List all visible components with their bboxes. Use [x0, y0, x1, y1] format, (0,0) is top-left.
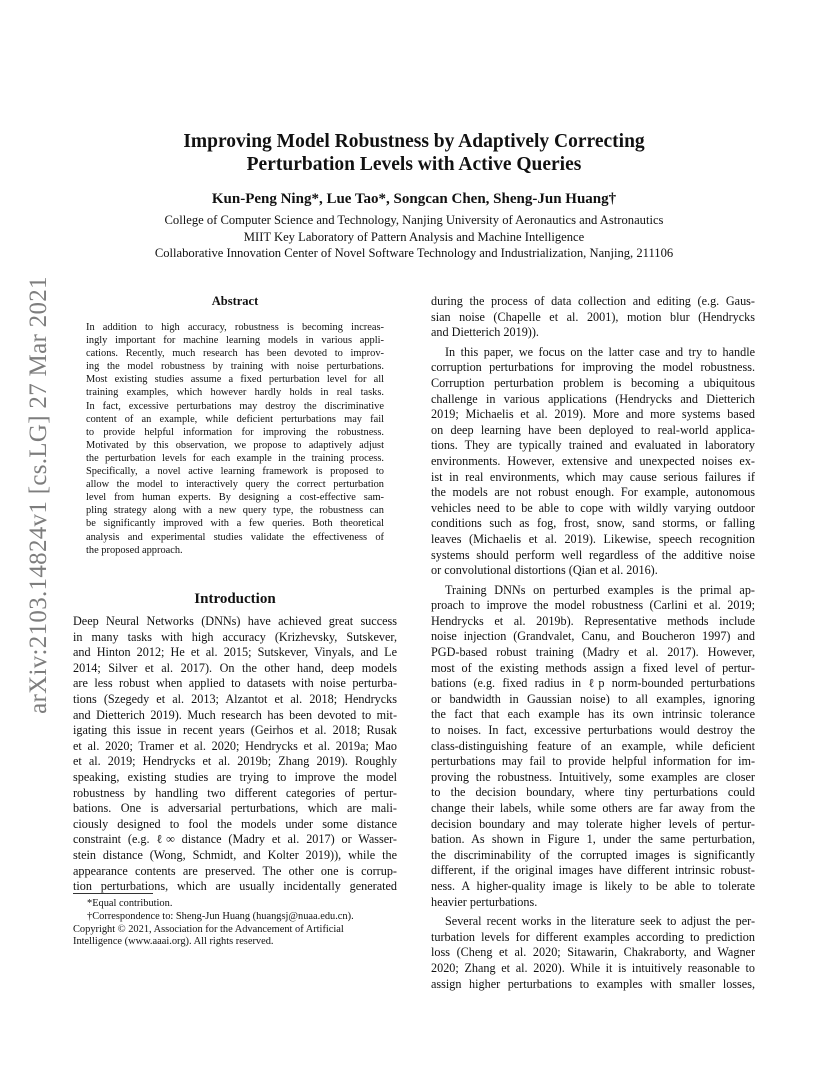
intro-line: stein distance (Wong, Schmidt, and Kolter 2019)), while the	[73, 847, 397, 862]
body-line: PGD-based robust training (Madry et al. 2017). However,	[431, 645, 755, 660]
body-line: to the decision boundary, where tiny perturbations could	[431, 785, 755, 800]
paragraph	[431, 914, 755, 992]
abstract-line: Motivated by this observation, we propose to adaptively adjust	[86, 439, 384, 451]
affiliations	[60, 212, 768, 262]
intro-line: Deep Neural Networks (DNNs) have achieved great success	[73, 614, 397, 628]
intro-line: igating this issue in recent years (Geirhos et al. 2018; Rusak	[73, 723, 397, 738]
copyright-line: Intelligence (www.aaai.org). All rights reserved.	[73, 936, 274, 948]
intro-line: bations. One is adversarial perturbations, which are mali-	[73, 801, 397, 816]
body-line: assign higher perturbations to examples with smaller losses,	[431, 976, 755, 991]
paragraph	[431, 345, 755, 579]
body-line: ist in real environments, which may cause serious failures if	[431, 469, 755, 484]
body-line: most of the existing methods assign a fixed level of pertur-	[431, 660, 755, 675]
body-line: 2020; Zhang et al. 2020). While it is intuitively reasonable to	[431, 960, 755, 975]
body-line: challenge in various applications (Hendrycks and Dietterich	[431, 391, 755, 406]
body-line: the fact that each example has its own intrinsic tolerance	[431, 707, 755, 722]
abstract-line: the proposed approach.	[86, 544, 183, 556]
body-line: vehicles need to be able to cope with wildly varying outdoor	[431, 500, 755, 515]
body-line: proach to improve the model robustness (Carlini et al. 2019;	[431, 598, 755, 613]
intro-line: and Dietterich 2019). Much research has been devoted to mit-	[73, 707, 397, 722]
abstract-line: to provide helpful information for improving the robustness.	[86, 426, 384, 438]
footnote-correspondence: †Correspondence to: Sheng-Jun Huang (huangsj@nuaa.edu.cn).	[87, 910, 354, 922]
body-line: decision boundary and may tolerate higher levels of pertur-	[431, 816, 755, 831]
title-line-1: Improving Model Robustness by Adaptively Correcting	[183, 131, 645, 152]
intro-line: ciously designed to fool the models under some distance	[73, 816, 397, 831]
abstract-line: Specifically, a novel active learning framework is proposed to	[86, 466, 384, 478]
body-line: conditions such as fog, frost, snow, sand storms, or falling	[431, 516, 755, 531]
abstract-line: Most existing studies assume a fixed perturbation level for all	[86, 374, 384, 386]
abstract-line: the perturbation levels for each example in the training process.	[86, 452, 384, 464]
body-line: bations (e.g. fixed radius in ℓp norm-bounded perturbations	[431, 676, 755, 691]
body-line: class-distinguishing feature of an example, while deficient	[431, 738, 755, 753]
body-line: different, if the original images have different intrinsic robust-	[431, 863, 755, 878]
abstract-line: be significantly improved with a few queries. Both theoretical	[86, 518, 384, 530]
abstract-line: ing the model robustness by training with noise perturbations.	[86, 361, 384, 373]
body-line: on deep learning have been deployed to real-world applica-	[431, 422, 755, 437]
body-line: Several recent works in the literature seek to adjust the per-	[445, 914, 755, 929]
right-column	[431, 294, 755, 992]
affiliation-line: College of Computer Science and Technology, Nanjing University of Aeronautics and Astronautics	[164, 213, 664, 227]
body-line: or bandwidth in Gaussian noise) to all examples, ignoring	[431, 691, 755, 706]
body-line: proving the robustness. Intuitively, some examples are closer	[431, 769, 755, 784]
body-line: ness. A higher-quality image is likely to be able to tolerate	[431, 878, 755, 893]
footnote-equal: *Equal contribution.	[87, 898, 173, 909]
copyright-line: Copyright © 2021, Association for the Advancement of Artificial	[73, 923, 344, 935]
body-line: the models are not robust enough. For example, autonomous	[431, 485, 755, 500]
paragraph	[431, 583, 755, 910]
intro-line: et al. 2020; Tramer et al. 2020; Hendrycks et al. 2019a; Mao	[73, 738, 397, 753]
body-line: or convolutional distortions (Qian et al. 2016).	[431, 563, 658, 578]
intro-line: tions (Szegedy et al. 2013; Alzantot et al. 2018; Hendrycks	[73, 691, 397, 706]
body-line: tions. They are typically trained and evaluated in laboratory	[431, 438, 755, 453]
body-line: to noises. In fact, excessive perturbations would destroy the	[431, 723, 755, 738]
body-line: environments. However, extensive and unexpected noises ex-	[431, 453, 755, 468]
intro-line: in many tasks with high accuracy (Krizhevsky, Sutskever,	[73, 629, 397, 644]
body-line: sian noise (Chapelle et al. 2001), motion blur (Hendrycks	[431, 309, 755, 324]
introduction-heading: Introduction	[194, 591, 276, 607]
abstract-line: cations. Recently, much research has been devoted to improv-	[86, 348, 384, 360]
abstract-line: In fact, excessive perturbations may destroy the discriminative	[86, 400, 384, 412]
abstract-line: content of an example, while deficient perturbations may fail	[86, 413, 384, 425]
abstract-line: level from human experts. By designing a cost-effective sam-	[86, 492, 384, 504]
abstract-line: ingly important for machine learning models in various appli-	[86, 335, 384, 347]
body-line: loss (Cheng et al. 2020; Sitawarin, Chakraborty, and Wagner	[431, 945, 755, 960]
footnote-rule	[73, 893, 153, 894]
body-line: In this paper, we focus on the latter case and try to handle	[445, 344, 755, 359]
body-line: turbation levels for different examples according to prediction	[431, 929, 755, 944]
intro-line: robustness by handling two different categories of pertur-	[73, 785, 397, 800]
title-line-2: Perturbation Levels with Active Queries	[246, 154, 582, 175]
intro-line: 2014; Silver et al. 2017). On the other hand, deep models	[73, 660, 397, 675]
intro-line: tion perturbations, which are usually incidentally generated	[73, 879, 397, 894]
body-line: perturbations may fail to provide helpful information for im-	[431, 754, 755, 769]
body-line: heavier perturbations.	[431, 894, 538, 909]
intro-line: et al. 2019; Hendrycks et al. 2019b; Zhang 2019). Roughly	[73, 754, 397, 769]
abstract-heading: Abstract	[211, 294, 259, 308]
introduction-body	[73, 614, 397, 895]
intro-line: are less robust when applied to datasets with noise perturba-	[73, 676, 397, 691]
intro-line: appearance contents are preserved. The other one is corrup-	[73, 863, 397, 878]
body-line: Corruption perturbation problem is becoming a ubiquitous	[431, 375, 755, 390]
body-line: 2019; Michaelis et al. 2019). More and more systems based	[431, 407, 755, 422]
body-line: Hendrycks et al. 2019b). Representative methods include	[431, 613, 755, 628]
paragraph	[431, 294, 755, 341]
body-line: noise injection (Grandvalet, Canu, and Boucheron 1997) and	[431, 629, 755, 644]
body-line: bation. As shown in Figure 1, under the same perturbation,	[431, 832, 755, 847]
body-line: during the process of data collection and editing (e.g. Gaus-	[431, 294, 755, 308]
author-list: Kun-Peng Ning*, Lue Tao*, Songcan Chen, Sheng-Jun Huang†	[211, 191, 617, 207]
abstract-line: training examples, which however hardly holds in real tasks.	[86, 387, 384, 399]
body-line: corruption perturbations for improving the model robustness.	[431, 360, 755, 375]
abstract-line: In addition to high accuracy, robustness is becoming increas-	[86, 322, 384, 333]
body-line: systems should perform well regardless of the additive noise	[431, 547, 755, 562]
affiliation-line: MIIT Key Laboratory of Pattern Analysis and Machine Intelligence	[243, 229, 585, 244]
body-line: Training DNNs on perturbed examples is the primal ap-	[445, 582, 755, 597]
abstract-body	[86, 321, 384, 557]
intro-line: constraint (e.g. ℓ∞ distance (Madry et al. 2017) or Wasser-	[73, 832, 397, 847]
footnotes	[73, 898, 397, 949]
abstract-line: allow the model to interactively query the correct perturbation	[86, 479, 384, 491]
arxiv-watermark: arXiv:2103.14824v1 [cs.LG] 27 Mar 2021	[25, 276, 52, 714]
body-line: leaves (Michaelis et al. 2019). Likewise, speech recognition	[431, 531, 755, 546]
intro-line: speaking, existing studies are trying to improve the model	[73, 769, 397, 784]
body-line: and Dietterich 2019)).	[431, 325, 539, 340]
body-line: change their labels, while some others are far away from the	[431, 801, 755, 815]
abstract-line: pling strategy along with a new query type, the robustness can	[86, 505, 384, 517]
body-line: the discriminability of the corrupted images is significantly	[431, 847, 755, 862]
affiliation-line: Collaborative Innovation Center of Novel Software Technology and Industrialization, Nanjing, 211106	[154, 246, 674, 260]
abstract-line: analysis and experimental studies validate the effectiveness of	[86, 531, 384, 543]
paper-title	[100, 130, 728, 176]
intro-line: and Hinton 2012; He et al. 2015; Sutskever, Vinyals, and Le	[73, 645, 397, 660]
